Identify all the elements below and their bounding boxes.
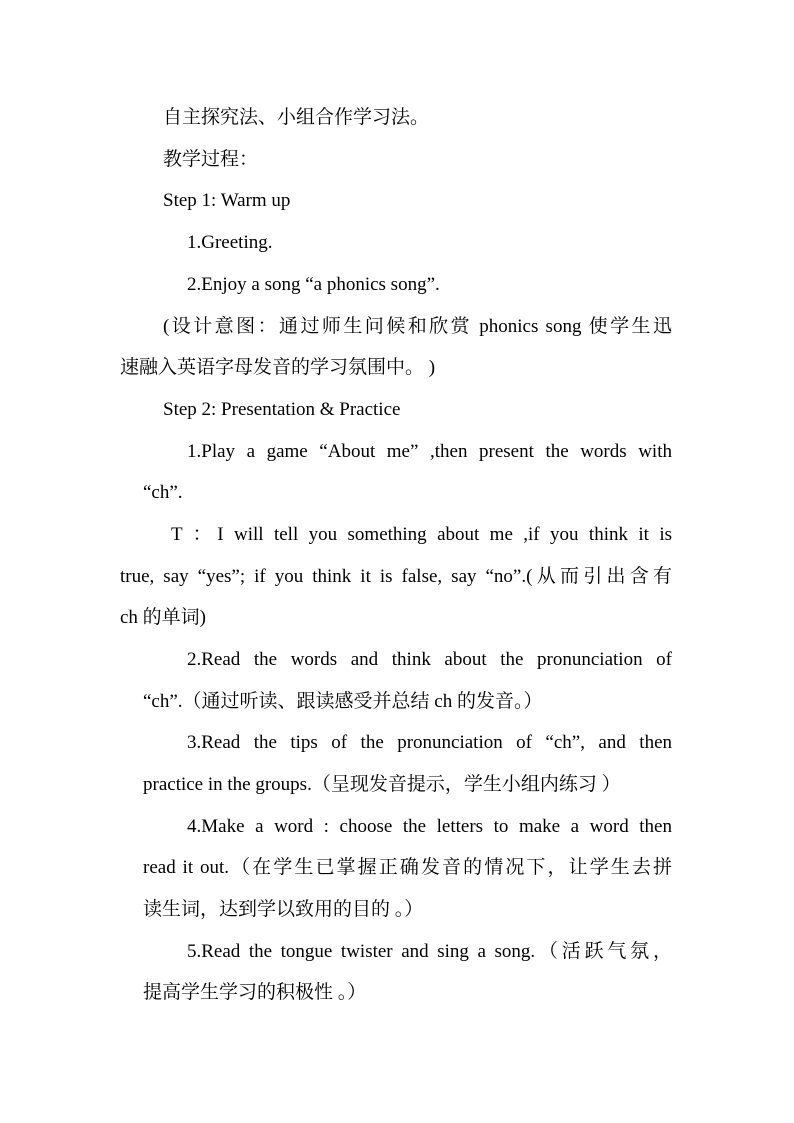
step-2-item-5-line-1: 5.Read the tongue twister and sing a song.（活跃气氛， <box>187 941 672 962</box>
step-2-item-3-line-1: 3.Read the tips of the pronunciation of “ch”, and then <box>187 732 672 753</box>
step-2-item-5-line-2: 提高学生学习的积极性 。） <box>143 982 367 1003</box>
design-intent-line-2: 速融入英语字母发音的学习氛围中。 ) <box>120 357 436 378</box>
step-2-item-2-line-2: “ch”.（通过听读、跟读感受并总结 ch 的发音。） <box>143 691 543 712</box>
method-line: 自主探究法、小组合作学习法。 <box>163 107 430 128</box>
step-1-heading: Step 1: Warm up <box>163 190 291 211</box>
step-2-item-2-line-1: 2.Read the words and think about the pronunciation of <box>187 649 672 670</box>
step-2-heading: Step 2: Presentation & Practice <box>163 399 401 420</box>
step-2-item-3-line-2: practice in the groups.（呈现发音提示，学生小组内练习 ） <box>143 774 621 795</box>
step-2-item-4-line-3: 读生词，达到学以致用的目的 。） <box>143 899 424 920</box>
design-intent-line-1: (设计意图：通过师生问候和欣赏 phonics song 使学生迅 <box>163 316 672 337</box>
step-1-item-2: 2.Enjoy a song “a phonics song”. <box>187 274 440 295</box>
step-2-item-1-line-2: “ch”. <box>143 482 183 503</box>
teacher-line-3: ch 的单词) <box>120 607 207 628</box>
step-2-item-1-line-1: 1.Play a game “About me” ,then present the words with <box>187 441 672 462</box>
teacher-line-2: true, say “yes”; if you think it is false, say “no”.(从而引出含有 <box>120 566 672 587</box>
teacher-line-1: T ：I will tell you something about me ,if you think it is <box>171 524 672 545</box>
step-2-item-4-line-1: 4.Make a word : choose the letters to make a word then <box>187 816 672 837</box>
teaching-process-heading: 教学过程： <box>163 149 259 170</box>
step-2-item-4-line-2: read it out.（在学生已掌握正确发音的情况下，让学生去拼 <box>143 857 672 878</box>
step-1-item-1: 1.Greeting. <box>187 232 273 253</box>
